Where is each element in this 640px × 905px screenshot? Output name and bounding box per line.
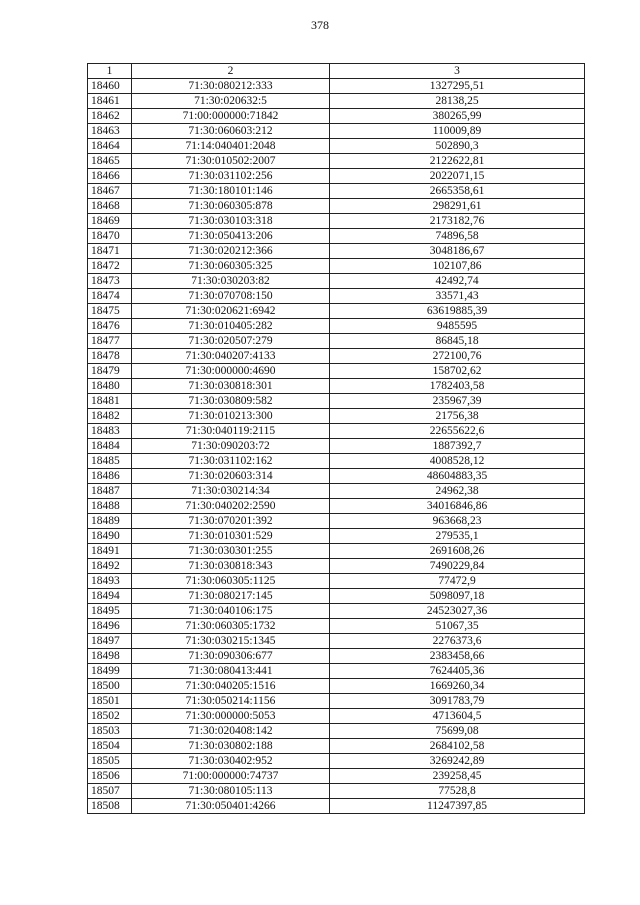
- cadastral-number-cell: 71:30:020621:6942: [132, 304, 330, 319]
- value-cell: 3269242,89: [330, 754, 585, 769]
- cadastral-number-cell: 71:30:020212:366: [132, 244, 330, 259]
- row-number-cell: 18462: [88, 109, 132, 124]
- table-row: [88, 379, 585, 394]
- cadastral-number-cell: 71:30:060305:1125: [132, 574, 330, 589]
- table-row: [88, 709, 585, 724]
- cadastral-number-cell: 71:30:040207:4133: [132, 349, 330, 364]
- cadastral-number-cell: 71:30:060305:878: [132, 199, 330, 214]
- row-number-cell: 18494: [88, 589, 132, 604]
- row-number-cell: 18477: [88, 334, 132, 349]
- row-number-cell: 18503: [88, 724, 132, 739]
- value-cell: 2691608,26: [330, 544, 585, 559]
- value-cell: 2173182,76: [330, 214, 585, 229]
- row-number-cell: 18504: [88, 739, 132, 754]
- cadastral-number-cell: 71:30:030818:343: [132, 559, 330, 574]
- cadastral-number-cell: 71:30:010301:529: [132, 529, 330, 544]
- column-header-3: 3: [330, 64, 585, 79]
- cadastral-number-cell: 71:30:010213:300: [132, 409, 330, 424]
- value-cell: 63619885,39: [330, 304, 585, 319]
- row-number-cell: 18464: [88, 139, 132, 154]
- table-row: [88, 664, 585, 679]
- table-row: [88, 784, 585, 799]
- cadastral-number-cell: 71:30:010502:2007: [132, 154, 330, 169]
- row-number-cell: 18478: [88, 349, 132, 364]
- row-number-cell: 18507: [88, 784, 132, 799]
- table-row: [88, 154, 585, 169]
- row-number-cell: 18489: [88, 514, 132, 529]
- table-row: [88, 169, 585, 184]
- table-row: [88, 439, 585, 454]
- value-cell: 3091783,79: [330, 694, 585, 709]
- table-row: [88, 754, 585, 769]
- row-number-cell: 18495: [88, 604, 132, 619]
- cadastral-number-cell: 71:30:090306:677: [132, 649, 330, 664]
- row-number-cell: 18498: [88, 649, 132, 664]
- row-number-cell: 18472: [88, 259, 132, 274]
- row-number-cell: 18499: [88, 664, 132, 679]
- row-number-cell: 18476: [88, 319, 132, 334]
- table-row: [88, 304, 585, 319]
- value-cell: 235967,39: [330, 394, 585, 409]
- row-number-cell: 18496: [88, 619, 132, 634]
- value-cell: 279535,1: [330, 529, 585, 544]
- cadastral-number-cell: 71:30:050214:1156: [132, 694, 330, 709]
- value-cell: 74896,58: [330, 229, 585, 244]
- row-number-cell: 18481: [88, 394, 132, 409]
- value-cell: 1887392,7: [330, 439, 585, 454]
- cadastral-number-cell: 71:30:050401:4266: [132, 799, 330, 814]
- cadastral-number-cell: 71:00:000000:74737: [132, 769, 330, 784]
- table-row: [88, 109, 585, 124]
- row-number-cell: 18483: [88, 424, 132, 439]
- registry-table: [87, 63, 585, 814]
- row-number-cell: 18465: [88, 154, 132, 169]
- table-row: [88, 739, 585, 754]
- cadastral-number-cell: 71:30:080212:333: [132, 79, 330, 94]
- value-cell: 77528,8: [330, 784, 585, 799]
- value-cell: 28138,25: [330, 94, 585, 109]
- cadastral-number-cell: 71:30:090203:72: [132, 439, 330, 454]
- table-row: [88, 514, 585, 529]
- cadastral-number-cell: 71:30:030802:188: [132, 739, 330, 754]
- table-row: [88, 259, 585, 274]
- value-cell: 502890,3: [330, 139, 585, 154]
- cadastral-number-cell: 71:30:080217:145: [132, 589, 330, 604]
- value-cell: 86845,18: [330, 334, 585, 349]
- row-number-cell: 18480: [88, 379, 132, 394]
- page-number: 378: [311, 18, 329, 32]
- cadastral-number-cell: 71:30:040205:1516: [132, 679, 330, 694]
- value-cell: 51067,35: [330, 619, 585, 634]
- table-row: [88, 319, 585, 334]
- row-number-cell: 18475: [88, 304, 132, 319]
- value-cell: 2276373,6: [330, 634, 585, 649]
- value-cell: 7624405,36: [330, 664, 585, 679]
- table-row: [88, 544, 585, 559]
- table-row: [88, 94, 585, 109]
- table-row: [88, 199, 585, 214]
- row-number-cell: 18482: [88, 409, 132, 424]
- table-row: [88, 604, 585, 619]
- cadastral-number-cell: 71:30:030402:952: [132, 754, 330, 769]
- value-cell: 42492,74: [330, 274, 585, 289]
- value-cell: 298291,61: [330, 199, 585, 214]
- table-row: [88, 634, 585, 649]
- table-row: [88, 289, 585, 304]
- cadastral-number-cell: 71:30:040106:175: [132, 604, 330, 619]
- column-header-2: 2: [132, 64, 330, 79]
- table-row: [88, 649, 585, 664]
- value-cell: 22655622,6: [330, 424, 585, 439]
- cadastral-number-cell: 71:30:070201:392: [132, 514, 330, 529]
- table-row: [88, 424, 585, 439]
- value-cell: 11247397,85: [330, 799, 585, 814]
- value-cell: 158702,62: [330, 364, 585, 379]
- value-cell: 3048186,67: [330, 244, 585, 259]
- row-number-cell: 18460: [88, 79, 132, 94]
- row-number-cell: 18487: [88, 484, 132, 499]
- value-cell: 2383458,66: [330, 649, 585, 664]
- table-row: [88, 454, 585, 469]
- cadastral-number-cell: 71:30:050413:206: [132, 229, 330, 244]
- table-row: [88, 394, 585, 409]
- cadastral-number-cell: 71:30:031102:256: [132, 169, 330, 184]
- cadastral-number-cell: 71:30:030818:301: [132, 379, 330, 394]
- value-cell: 1669260,34: [330, 679, 585, 694]
- value-cell: 7490229,84: [330, 559, 585, 574]
- table-row: [88, 274, 585, 289]
- cadastral-number-cell: 71:30:030809:582: [132, 394, 330, 409]
- row-number-cell: 18491: [88, 544, 132, 559]
- table-row: [88, 589, 585, 604]
- row-number-cell: 18463: [88, 124, 132, 139]
- row-number-cell: 18471: [88, 244, 132, 259]
- table-row: [88, 139, 585, 154]
- value-cell: 963668,23: [330, 514, 585, 529]
- value-cell: 2022071,15: [330, 169, 585, 184]
- table-row: [88, 229, 585, 244]
- cadastral-number-cell: 71:30:180101:146: [132, 184, 330, 199]
- cadastral-number-cell: 71:30:030215:1345: [132, 634, 330, 649]
- cadastral-number-cell: 71:30:040202:2590: [132, 499, 330, 514]
- row-number-cell: 18484: [88, 439, 132, 454]
- table-row: [88, 79, 585, 94]
- cadastral-number-cell: 71:30:030301:255: [132, 544, 330, 559]
- row-number-cell: 18486: [88, 469, 132, 484]
- cadastral-number-cell: 71:14:040401:2048: [132, 139, 330, 154]
- table-row: [88, 769, 585, 784]
- row-number-cell: 18467: [88, 184, 132, 199]
- table-row: [88, 409, 585, 424]
- cadastral-number-cell: 71:30:020507:279: [132, 334, 330, 349]
- value-cell: 239258,45: [330, 769, 585, 784]
- value-cell: 2684102,58: [330, 739, 585, 754]
- table-row: [88, 184, 585, 199]
- cadastral-number-cell: 71:30:020603:314: [132, 469, 330, 484]
- value-cell: 1782403,58: [330, 379, 585, 394]
- table-row: [88, 574, 585, 589]
- cadastral-number-cell: 71:30:040119:2115: [132, 424, 330, 439]
- cadastral-number-cell: 71:30:030203:82: [132, 274, 330, 289]
- cadastral-number-cell: 71:30:060305:325: [132, 259, 330, 274]
- table-row: [88, 529, 585, 544]
- column-header-1: 1: [88, 64, 132, 79]
- cadastral-number-cell: 71:30:000000:4690: [132, 364, 330, 379]
- table-row: [88, 484, 585, 499]
- cadastral-number-cell: 71:30:060603:212: [132, 124, 330, 139]
- value-cell: 77472,9: [330, 574, 585, 589]
- value-cell: 34016846,86: [330, 499, 585, 514]
- row-number-cell: 18502: [88, 709, 132, 724]
- table-body: [88, 79, 585, 814]
- row-number-cell: 18506: [88, 769, 132, 784]
- value-cell: 2665358,61: [330, 184, 585, 199]
- table-row: [88, 619, 585, 634]
- value-cell: 5098097,18: [330, 589, 585, 604]
- cadastral-number-cell: 71:30:080105:113: [132, 784, 330, 799]
- value-cell: 21756,38: [330, 409, 585, 424]
- cadastral-number-cell: 71:30:080413:441: [132, 664, 330, 679]
- row-number-cell: 18468: [88, 199, 132, 214]
- value-cell: 24962,38: [330, 484, 585, 499]
- row-number-cell: 18461: [88, 94, 132, 109]
- row-number-cell: 18508: [88, 799, 132, 814]
- row-number-cell: 18466: [88, 169, 132, 184]
- cadastral-number-cell: 71:30:020408:142: [132, 724, 330, 739]
- table-row: [88, 349, 585, 364]
- cadastral-number-cell: 71:30:030103:318: [132, 214, 330, 229]
- value-cell: 4713604,5: [330, 709, 585, 724]
- table-row: [88, 364, 585, 379]
- value-cell: 24523027,36: [330, 604, 585, 619]
- table-row: [88, 499, 585, 514]
- table-row: [88, 679, 585, 694]
- value-cell: 4008528,12: [330, 454, 585, 469]
- cadastral-number-cell: 71:30:030214:34: [132, 484, 330, 499]
- value-cell: 33571,43: [330, 289, 585, 304]
- table-row: [88, 724, 585, 739]
- cadastral-number-cell: 71:30:020632:5: [132, 94, 330, 109]
- table-row: [88, 469, 585, 484]
- value-cell: 9485595: [330, 319, 585, 334]
- table-row: [88, 559, 585, 574]
- table-row: [88, 214, 585, 229]
- table-row: [88, 694, 585, 709]
- row-number-cell: 18500: [88, 679, 132, 694]
- row-number-cell: 18479: [88, 364, 132, 379]
- cadastral-number-cell: 71:30:031102:162: [132, 454, 330, 469]
- row-number-cell: 18469: [88, 214, 132, 229]
- value-cell: 102107,86: [330, 259, 585, 274]
- cadastral-number-cell: 71:30:010405:282: [132, 319, 330, 334]
- value-cell: 48604883,35: [330, 469, 585, 484]
- cadastral-number-cell: 71:00:000000:71842: [132, 109, 330, 124]
- row-number-cell: 18492: [88, 559, 132, 574]
- value-cell: 2122622,81: [330, 154, 585, 169]
- table-row: [88, 799, 585, 814]
- value-cell: 380265,99: [330, 109, 585, 124]
- row-number-cell: 18493: [88, 574, 132, 589]
- table-row: [88, 124, 585, 139]
- row-number-cell: 18473: [88, 274, 132, 289]
- value-cell: 272100,76: [330, 349, 585, 364]
- row-number-cell: 18474: [88, 289, 132, 304]
- row-number-cell: 18470: [88, 229, 132, 244]
- cadastral-number-cell: 71:30:070708:150: [132, 289, 330, 304]
- table-row: [88, 334, 585, 349]
- value-cell: 75699,08: [330, 724, 585, 739]
- value-cell: 110009,89: [330, 124, 585, 139]
- cadastral-number-cell: 71:30:000000:5053: [132, 709, 330, 724]
- table-row: [88, 244, 585, 259]
- row-number-cell: 18485: [88, 454, 132, 469]
- row-number-cell: 18497: [88, 634, 132, 649]
- row-number-cell: 18505: [88, 754, 132, 769]
- cadastral-number-cell: 71:30:060305:1732: [132, 619, 330, 634]
- row-number-cell: 18501: [88, 694, 132, 709]
- header-row: [88, 64, 585, 79]
- value-cell: 1327295,51: [330, 79, 585, 94]
- row-number-cell: 18490: [88, 529, 132, 544]
- row-number-cell: 18488: [88, 499, 132, 514]
